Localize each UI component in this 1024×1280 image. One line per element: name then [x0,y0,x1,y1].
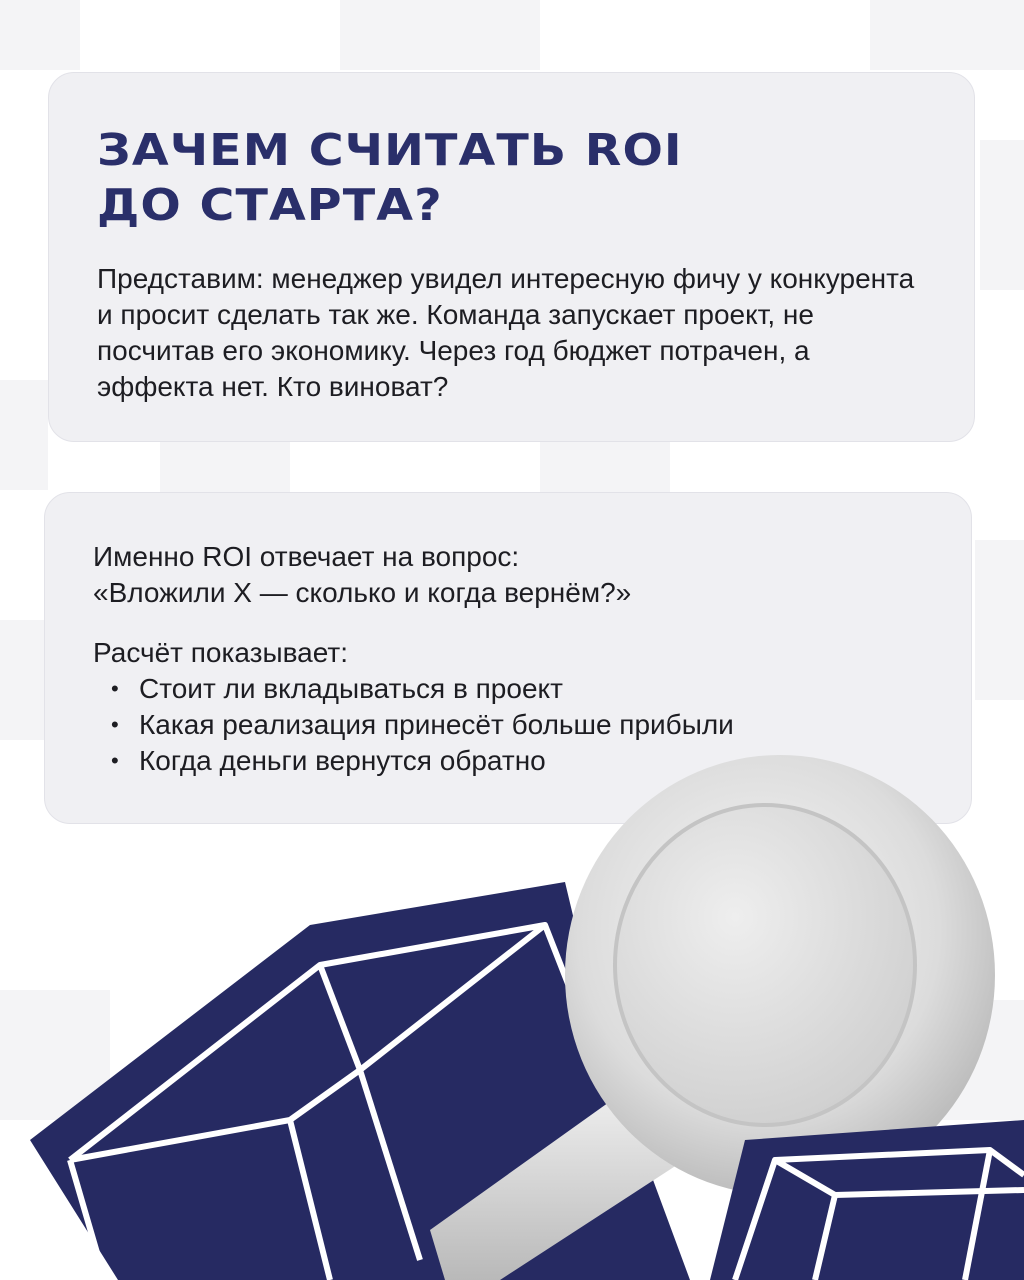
list-item-text: Какая реализация принесёт больше прибыли [139,709,734,740]
background-tile [975,540,1024,700]
roi-line-1: Именно ROI отвечает на вопрос: [93,541,520,572]
list-item-text: Стоит ли вкладываться в проект [139,673,563,704]
bullet-icon: • [111,712,119,737]
roi-line-2: «Вложили X — сколько и когда вернём?» [93,577,632,608]
background-tile [160,442,290,492]
calc-list [93,671,923,779]
list-item [111,671,923,707]
magnifier-icon [430,755,995,1280]
page-title [97,123,992,233]
list-item [111,743,923,779]
background-tile [0,0,80,70]
bullet-icon: • [111,676,119,701]
roi-card [44,492,972,824]
background-tile [870,0,1024,70]
background-tile [540,442,670,492]
background-tile [0,380,48,490]
title-line-2: ДО СТАРТА? [97,180,443,231]
bullet-icon: • [111,748,119,773]
roi-question [93,539,923,611]
calc-title: Расчёт показывает: [93,637,348,668]
background-tile [0,990,110,1120]
title-line-1: ЗАЧЕМ СЧИТАТЬ ROI [97,125,683,176]
list-item-text: Когда деньги вернутся обратно [139,745,546,776]
list-item [111,707,923,743]
intro-text: Представим: менеджер увидел интересную фичу у конкурента и просит сделать так же. Команда запускает проект, не посчитав его экономику. Через год бюджет потрачен, а эффекта нет. Кто виноват? [97,263,915,402]
intro-card [48,72,975,442]
background-tile [340,0,540,70]
cube-icon [710,1120,1024,1280]
background-tile [0,620,44,740]
cube-icon [30,882,690,1280]
background-tile [940,1000,1024,1120]
